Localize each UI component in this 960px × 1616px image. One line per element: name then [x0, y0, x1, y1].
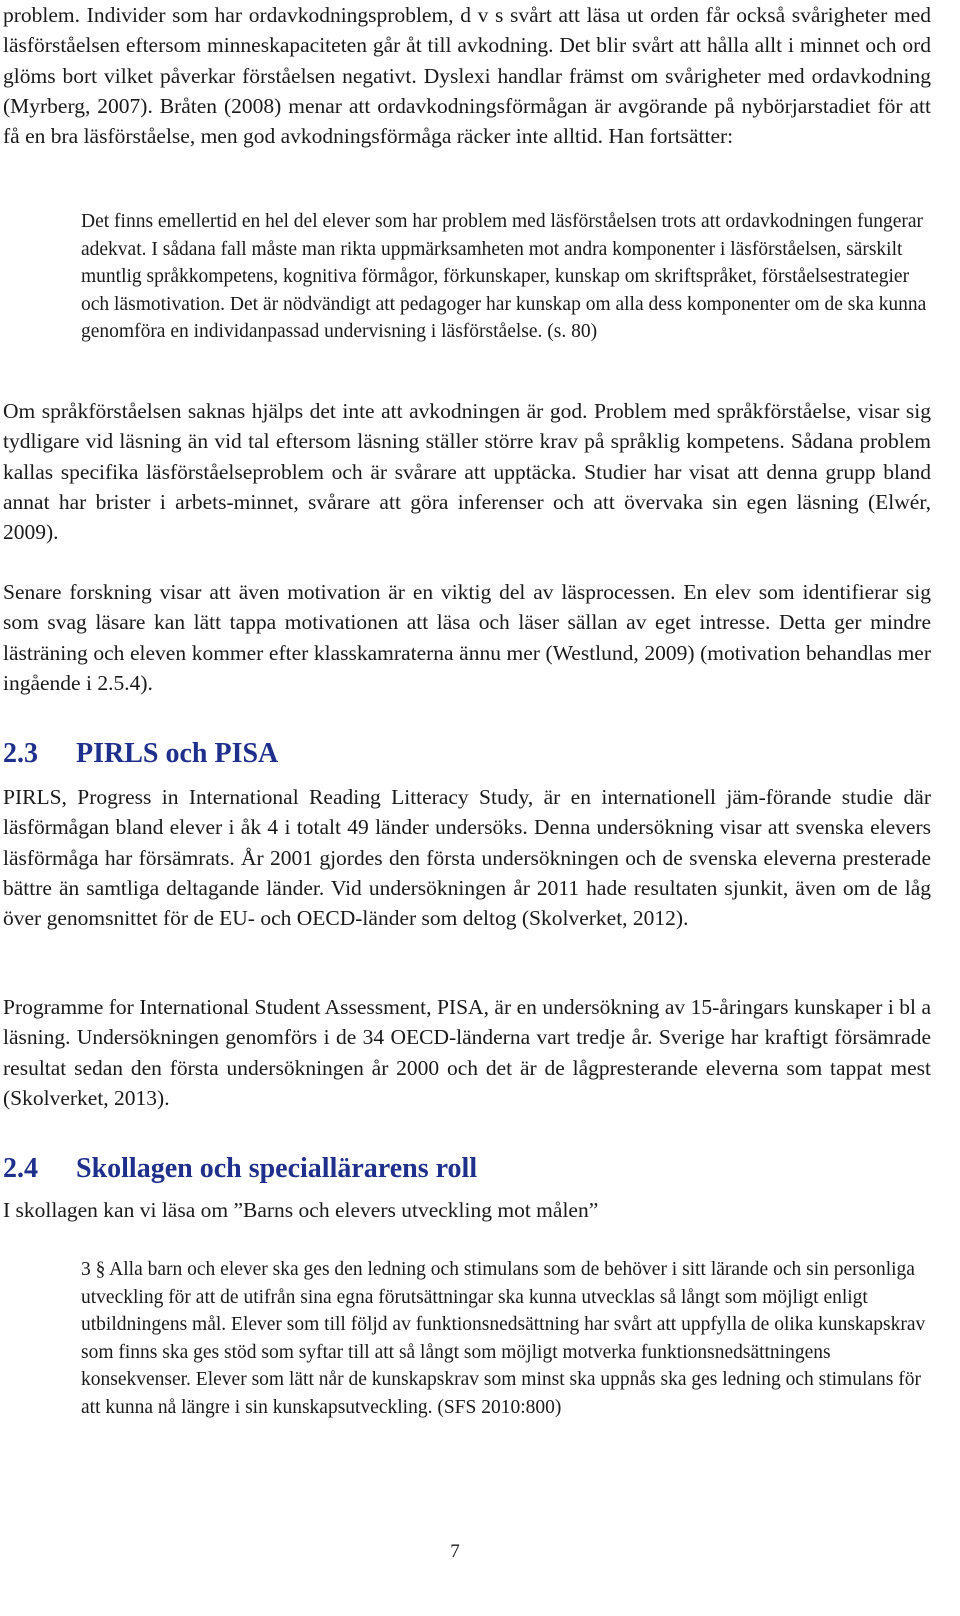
- paragraph-skollagen: I skollagen kan vi läsa om ”Barns och elevers utveckling mot målen”: [3, 1198, 599, 1222]
- section-title: PIRLS och PISA: [76, 738, 279, 769]
- paragraph-motivation: Senare forskning visar att även motivation är en viktig del av läsprocessen. En elev som identifierar sig som svag läsare kan lätt tappa motivationen att läsa och läser sällan av eget intresse. Detta ger mindre lästräning och eleven kommer efter klasskamraterna ännu mer (Westlund, 2009) (motivation behandlas mer ingående i 2.5.4).: [3, 580, 931, 695]
- paragraph-pisa: Programme for International Student Assessment, PISA, är en undersökning av 15-åringars kunskaper i bl a läsning. Undersökningen genomförs i de 34 OECD-länderna vart tredje år. Sverige har kraftigt försämrade resultat sedan den första undersökningen år 2000 och det är de lågpresterande eleverna som tappat mest (Skolverket, 2013).: [3, 995, 931, 1110]
- paragraph-pirls: PIRLS, Progress in International Reading Litteracy Study, är en internationell jäm-förande studie där läsförmågan bland elever i åk 4 i totalt 49 länder undersöks. Denna undersökning visar att svenska elevers läsförmåga har försämrats. År 2001 gjordes den första undersökningen och de svenska eleverna presterade bättre än samtliga deltagande länder. Vid undersökningen år 2011 hade resultaten sjunkit, även om de låg över genomsnittet för de EU- och OECD-länder som deltog (Skolverket, 2012).: [3, 785, 931, 931]
- block-quote-sfs: 3 § Alla barn och elever ska ges den ledning och stimulans som de behöver i sitt lärande och sin personliga utveckling för att de utifrån sina egna förutsättningar ska kunna utvecklas så långt som möjligt enligt utbildningens mål. Elever som till följd av funktionsnedsättning har svårt att uppfylla de olika kunskapskrav som finns ska ges stöd som syftar till att så långt som möjligt motverka funktionsnedsättningens konsekvenser. Elever som lätt når de kunskapskrav som minst ska uppnås ska ges ledning och stimulans för att kunna nå längre i sin kunskapsutveckling. (SFS 2010:800): [81, 1259, 926, 1418]
- block-quote-braten: Det finns emellertid en hel del elever som har problem med läsförståelsen trots att ordavkodningen fungerar adekvat. I sådana fall måste man rikta uppmärksamheten mot andra komponenter i läsförståelsen, särskilt muntlig språkkompetens, kognitiva förmågor, förkunskaper, kunskap om skriftspråket, förståelsestrategier och läsmotivation. Det är nödvändigt att pedagoger har kunskap om alla dess komponenter om de ska kunna genomföra en individanpassad undervisning i läsförståelse. (s. 80): [81, 211, 927, 343]
- section-heading-2-4: [3, 1152, 477, 1186]
- section-heading-2-3: [3, 737, 278, 771]
- section-number: 2.3: [3, 738, 38, 769]
- paragraph-dyslexi: problem. Individer som har ordavkodningsproblem, d v s svårt att läsa ut orden får också svårigheter med läsförståelsen eftersom minneskapaciteten går åt till avkodning. Det blir svårt att hålla allt i minnet och ord glöms bort vilket påverkar förståelsen negativt. Dyslexi handlar främst om svårigheter med ordavkodning (Myrberg, 2007). Bråten (2008) menar att ordavkodningsförmågan är avgörande på nybörjarstadiet för att få en bra läsförståelse, men god avkodningsförmåga räcker inte alltid. Han fortsätter:: [3, 3, 931, 149]
- section-number: 2.4: [3, 1153, 38, 1184]
- page-number: 7: [450, 1541, 460, 1562]
- section-title: Skollagen och speciallärarens roll: [76, 1153, 478, 1184]
- paragraph-sprakforstaelse: Om språkförståelsen saknas hjälps det inte att avkodningen är god. Problem med språkförståelse, visar sig tydligare vid läsning än vid tal eftersom läsning ställer större krav på språklig kompetens. Sådana problem kallas specifika läsförståelseproblem och är svårare att upptäcka. Studier har visat att denna grupp bland annat har brister i arbets-minnet, svårare att göra inferenser och att övervaka sin egen läsning (Elwér, 2009).: [3, 399, 931, 545]
